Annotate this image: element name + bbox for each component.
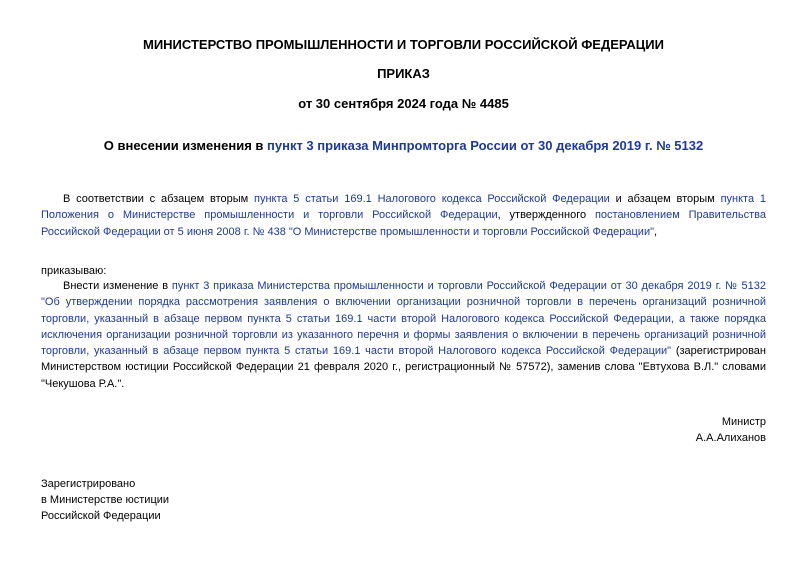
- signatory-position: Министр: [721, 416, 766, 428]
- p1-text-4: ,: [654, 225, 658, 238]
- p2-text-2: (зарегистрирован Министерством юстиции Российской Федерации 21 февраля 2020 г., регистрационный № 57572), заменив слова "Евтухова В.Л." словами "Чекушова Р.А.".: [41, 345, 766, 390]
- ministry-name: МИНИСТЕРСТВО ПРОМЫШЛЕННОСТИ И ТОРГОВЛИ РОССИЙСКОЙ ФЕДЕРАЦИИ: [142, 37, 664, 52]
- title-prefix: О внесении изменения в: [103, 138, 268, 153]
- document-title: [0, 138, 807, 153]
- order-word: приказываю:: [41, 265, 107, 277]
- link-ministry-regulation[interactable]: пункта 1 Положения о Министерстве промышленности и торговли Российской Федерации: [41, 193, 766, 222]
- p1-text-1: В соответствии с абзацем вторым: [63, 193, 254, 205]
- p1-text-2: и абзацем вторым: [609, 193, 721, 205]
- registration-line-1: Зарегистрировано: [41, 478, 136, 490]
- paragraph-amendment: [41, 278, 766, 392]
- document-date-number: от 30 сентября 2024 года № 4485: [298, 96, 509, 111]
- registration-line-3: Российской Федерации: [41, 510, 161, 522]
- link-tax-code-article[interactable]: пункта 5 статьи 169.1 Налогового кодекса Российской Федерации: [254, 193, 610, 205]
- title-link[interactable]: пункт 3 приказа Минпромторга России от 30 декабря 2019 г. № 5132: [267, 138, 704, 153]
- p2-text-1: Внести изменение в: [63, 280, 172, 292]
- document-type: ПРИКАЗ: [377, 66, 430, 81]
- paragraph-basis: [41, 191, 766, 240]
- p1-text-3: , утвержденного: [497, 209, 595, 222]
- signatory-name: А.А.Алиханов: [695, 432, 766, 444]
- registration-line-2: в Министерстве юстиции: [41, 494, 170, 506]
- link-government-resolution[interactable]: постановлением Правительства Российской Федерации от 5 июня 2008 г. № 438 "О Министерстве промышленности и торговли Российской Федерации": [41, 209, 766, 238]
- link-order-5132[interactable]: пункт 3 приказа Министерства промышленности и торговли Российской Федерации от 30 декабря 2019 г. № 5132 "Об утверждении порядка рассмотрения заявления о включении организации розничной торговли в перечень организаций розничной торговли, указанный в абзаце первом пункта 5 статьи 169.1 части второй Налогового кодекса Российской Федерации, а также порядка исключения организации розничной торговли из указанного перечня и формы заявления о включении в перечень организаций розничной торговли, указанный в абзаце первом пункта 5 статьи 169.1 части второй Налогового кодекса Российской Федерации": [41, 280, 767, 358]
